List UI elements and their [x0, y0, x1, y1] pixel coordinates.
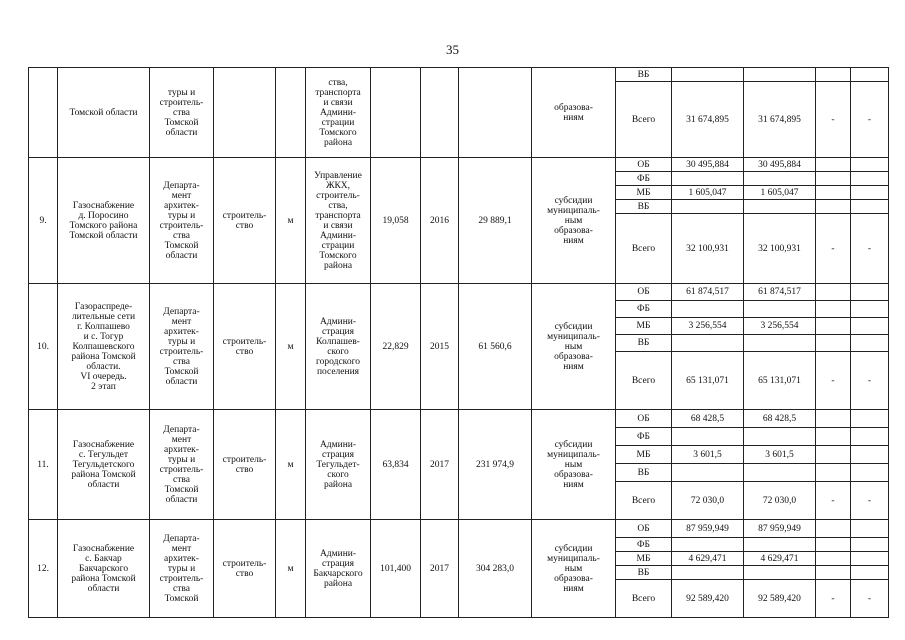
fin-amount-extra-2 [851, 538, 889, 552]
fin-amount-extra-1 [816, 566, 851, 580]
customer: Департа- мент архитек- туры и строитель- ства Томской [150, 520, 214, 618]
fin-amount-extra-1 [816, 68, 851, 82]
fin-amount-period [744, 335, 816, 352]
fin-amount-extra-2 [851, 172, 889, 186]
fin-amount-extra-1 [816, 446, 851, 464]
fin-amount-period [744, 464, 816, 482]
fin-amount-extra-1: - [816, 482, 851, 520]
customer: Департа- мент архитек- туры и строитель- ства Томской области [150, 410, 214, 520]
fin-amount-period: 87 959,949 [744, 520, 816, 538]
customer: туры и строитель- ства Томской области [150, 68, 214, 158]
fin-amount-period: 3 601,5 [744, 446, 816, 464]
start-year: 2016 [421, 158, 459, 284]
fin-amount-extra-2 [851, 520, 889, 538]
fin-amount-period: 1 605,047 [744, 186, 816, 200]
fin-amount-total: 31 674,895 [672, 82, 744, 158]
cost: 231 974,9 [459, 410, 532, 520]
cost: 29 889,1 [459, 158, 532, 284]
fin-source: Всего [616, 482, 672, 520]
fin-source: ОБ [616, 284, 672, 301]
capacity: 63,834 [371, 410, 421, 520]
cost [459, 68, 532, 158]
fin-amount-period [744, 566, 816, 580]
table-row [29, 520, 889, 538]
cost: 61 560,6 [459, 284, 532, 410]
customer: Департа- мент архитек- туры и строитель- ства Томской области [150, 158, 214, 284]
fin-amount-extra-1 [816, 538, 851, 552]
fin-amount-extra-1 [816, 428, 851, 446]
fin-amount-period: 65 131,071 [744, 352, 816, 410]
fin-amount-total [672, 566, 744, 580]
unit: м [276, 410, 306, 520]
operator: Управление ЖКХ, строитель- ства, транспорта и связи Админи- страции Томского района [306, 158, 371, 284]
fin-amount-extra-1 [816, 158, 851, 172]
fin-amount-extra-2 [851, 318, 889, 335]
fin-amount-extra-2: - [851, 580, 889, 618]
support-form: субсидии муниципаль- ным образова- ниям [532, 410, 616, 520]
operator: Админи- страция Бакчарского района [306, 520, 371, 618]
fin-source: МБ [616, 552, 672, 566]
fin-amount-period: 32 100,931 [744, 214, 816, 284]
fin-amount-total: 3 601,5 [672, 446, 744, 464]
fin-amount-extra-2 [851, 301, 889, 318]
fin-amount-total [672, 172, 744, 186]
start-year: 2015 [421, 284, 459, 410]
object-name: Газоснабжение д. Поросино Томского района Томской области [58, 158, 150, 284]
fin-amount-extra-2 [851, 552, 889, 566]
fin-source: ОБ [616, 410, 672, 428]
fin-amount-period [744, 301, 816, 318]
fin-amount-extra-2 [851, 410, 889, 428]
fin-amount-total [672, 301, 744, 318]
fin-amount-total [672, 200, 744, 214]
page-number: 35 [446, 42, 459, 57]
unit: м [276, 284, 306, 410]
fin-source: ВБ [616, 68, 672, 82]
table-row [29, 158, 889, 172]
fin-source: ВБ [616, 335, 672, 352]
object-name: Газораспреде- лительные сети г. Колпашево и с. Тогур Колпашевского района Томской области. VI очередь. 2 этап [58, 284, 150, 410]
fin-amount-total: 3 256,554 [672, 318, 744, 335]
fin-amount-extra-1 [816, 520, 851, 538]
unit: м [276, 520, 306, 618]
fin-amount-extra-1: - [816, 352, 851, 410]
fin-source: МБ [616, 186, 672, 200]
work-type: строитель- ство [214, 158, 276, 284]
fin-source: Всего [616, 82, 672, 158]
fin-amount-extra-2 [851, 428, 889, 446]
fin-amount-total: 65 131,071 [672, 352, 744, 410]
fin-amount-extra-2 [851, 158, 889, 172]
fin-source: ОБ [616, 520, 672, 538]
fin-amount-extra-1: - [816, 580, 851, 618]
fin-amount-total: 68 428,5 [672, 410, 744, 428]
fin-source: Всего [616, 352, 672, 410]
operator: Админи- страция Тегульдет- ского района [306, 410, 371, 520]
start-year: 2017 [421, 520, 459, 618]
fin-amount-period: 92 589,420 [744, 580, 816, 618]
unit: м [276, 158, 306, 284]
fin-amount-period: 72 030,0 [744, 482, 816, 520]
fin-amount-total: 1 605,047 [672, 186, 744, 200]
fin-source: МБ [616, 318, 672, 335]
operator: ства, транспорта и связи Админи- страции Томского района [306, 68, 371, 158]
fin-amount-period [744, 538, 816, 552]
row-number [29, 68, 58, 158]
fin-source: Всего [616, 214, 672, 284]
row-number: 11. [29, 410, 58, 520]
fin-amount-extra-1 [816, 200, 851, 214]
fin-amount-period: 31 674,895 [744, 82, 816, 158]
fin-amount-extra-2 [851, 68, 889, 82]
fin-amount-total: 32 100,931 [672, 214, 744, 284]
fin-amount-total: 61 874,517 [672, 284, 744, 301]
fin-amount-extra-2 [851, 186, 889, 200]
fin-amount-total: 72 030,0 [672, 482, 744, 520]
fin-amount-period [744, 172, 816, 186]
fin-amount-total: 4 629,471 [672, 552, 744, 566]
fin-amount-period [744, 200, 816, 214]
fin-amount-extra-2: - [851, 82, 889, 158]
fin-source: ОБ [616, 158, 672, 172]
work-type [214, 68, 276, 158]
customer: Департа- мент архитек- туры и строитель- ства Томской области [150, 284, 214, 410]
fin-amount-total [672, 428, 744, 446]
fin-source: ФБ [616, 428, 672, 446]
capacity: 101,400 [371, 520, 421, 618]
unit [276, 68, 306, 158]
fin-amount-extra-1 [816, 172, 851, 186]
fin-amount-extra-1 [816, 301, 851, 318]
fin-amount-extra-2 [851, 464, 889, 482]
fin-amount-extra-1 [816, 464, 851, 482]
capacity: 19,058 [371, 158, 421, 284]
object-name: Газоснабжение с. Бакчар Бакчарского района Томской области [58, 520, 150, 618]
fin-amount-extra-2 [851, 335, 889, 352]
fin-amount-total [672, 335, 744, 352]
row-number: 10. [29, 284, 58, 410]
start-year: 2017 [421, 410, 459, 520]
table-row [29, 284, 889, 301]
object-name: Томской области [58, 68, 150, 158]
support-form: субсидии муниципаль- ным образова- ниям [532, 158, 616, 284]
fin-amount-extra-2: - [851, 352, 889, 410]
row-number: 12. [29, 520, 58, 618]
support-form: образова- ниям [532, 68, 616, 158]
fin-amount-extra-1 [816, 335, 851, 352]
fin-source: МБ [616, 446, 672, 464]
fin-amount-extra-2 [851, 284, 889, 301]
capacity [371, 68, 421, 158]
fin-amount-total [672, 538, 744, 552]
fin-amount-extra-1 [816, 284, 851, 301]
fin-amount-extra-1 [816, 186, 851, 200]
fin-amount-extra-1 [816, 318, 851, 335]
fin-amount-extra-1 [816, 410, 851, 428]
object-name: Газоснабжение с. Тегульдет Тегульдетского района Томской области [58, 410, 150, 520]
fin-amount-period [744, 428, 816, 446]
row-number: 9. [29, 158, 58, 284]
work-type: строитель- ство [214, 284, 276, 410]
fin-source: ВБ [616, 566, 672, 580]
fin-source: ФБ [616, 538, 672, 552]
fin-source: ФБ [616, 301, 672, 318]
support-form: субсидии муниципаль- ным образова- ниям [532, 520, 616, 618]
fin-amount-total: 92 589,420 [672, 580, 744, 618]
fin-amount-extra-2 [851, 446, 889, 464]
fin-amount-extra-2: - [851, 482, 889, 520]
fin-source: ВБ [616, 200, 672, 214]
fin-source: ФБ [616, 172, 672, 186]
fin-amount-total: 87 959,949 [672, 520, 744, 538]
fin-amount-total [672, 464, 744, 482]
fin-amount-period: 4 629,471 [744, 552, 816, 566]
objects-table [28, 67, 889, 618]
table-row [29, 410, 889, 428]
fin-amount-extra-2 [851, 566, 889, 580]
support-form: субсидии муниципаль- ным образова- ниям [532, 284, 616, 410]
fin-amount-total: 30 495,884 [672, 158, 744, 172]
fin-amount-extra-1: - [816, 82, 851, 158]
start-year [421, 68, 459, 158]
fin-amount-extra-2: - [851, 214, 889, 284]
fin-amount-period: 30 495,884 [744, 158, 816, 172]
fin-amount-extra-1 [816, 552, 851, 566]
fin-amount-period [744, 68, 816, 82]
capacity: 22,829 [371, 284, 421, 410]
fin-amount-period: 68 428,5 [744, 410, 816, 428]
fin-amount-extra-2 [851, 200, 889, 214]
cost: 304 283,0 [459, 520, 532, 618]
fin-source: ВБ [616, 464, 672, 482]
fin-amount-extra-1: - [816, 214, 851, 284]
fin-source: Всего [616, 580, 672, 618]
work-type: строитель- ство [214, 520, 276, 618]
fin-amount-period: 3 256,554 [744, 318, 816, 335]
table-row [29, 68, 889, 82]
work-type: строитель- ство [214, 410, 276, 520]
fin-amount-total [672, 68, 744, 82]
operator: Админи- страция Колпашев- ского городского поселения [306, 284, 371, 410]
fin-amount-period: 61 874,517 [744, 284, 816, 301]
